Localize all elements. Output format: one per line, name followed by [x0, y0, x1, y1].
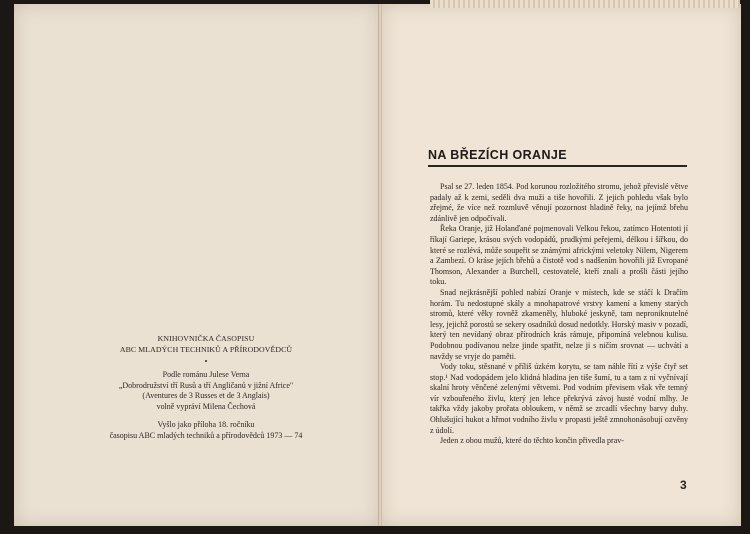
paragraph-3: Snad nejkrásnější pohled nabízí Oranje v místech, kde se stáčí k Dračím horám. Tu nedostupné skály a mnohapatrové vrstvy kamení a kmeny starých stromů, které věky rovněž zkameněly, hluboké jeskyně, tam neproniknutelné lesy, jejichž porostů se sekery osadníků dosud nedotkly. Horský masiv v pozadí, který ten nevídaný obraz přírodních krás rámuje, připomíná velebnou kulisu. Podobnou podívanou nelze jinde spatřit, nelze ji s ničím srovnat — uchvátí a navždy se vryje do paměti.	[430, 287, 688, 361]
source-line-4: volně vypráví Milena Čechová	[156, 401, 256, 411]
source-line-2: „Dobrodružství tří Rusů a tří Angličanů v jižní Africe"	[118, 380, 294, 390]
publication-line-2: časopisu ABC mladých techniků a přírodovědců 1973 — 74	[109, 430, 303, 440]
title-underline	[428, 165, 687, 167]
colophon	[100, 334, 312, 441]
page-number: 3	[680, 478, 687, 492]
series-line-2: ABC MLADÝCH TECHNIKŮ A PŘÍRODOVĚDCŮ	[119, 344, 293, 354]
page-edges	[430, 0, 740, 8]
bullet-separator: •	[204, 357, 208, 366]
series-line-1: KNIHOVNIČKA ČASOPISU	[157, 334, 255, 343]
left-page	[14, 4, 379, 526]
paragraph-5: Jeden z obou mužů, které do těchto končin přivedla prav-	[440, 436, 624, 446]
paragraph-2: Řeka Oranje, již Holanďané pojmenovali Velkou řekou, zatímco Hotentoti jí říkají Gariepe, krásou svých vodopádů, prudkými peřejemi, délkou i šířkou, do které se rozlévá, může soupeřit se známými africkými veletoky Nilem, Nigerem a Zambezí. O kráse jejích břehů a čistotě vod s nadšením hovořili již Evropané Thomson, Alexander a Burchell, cestovatelé, kteří znali a prošli části jejího toku.	[430, 224, 688, 287]
chapter-title: NA BŘEZÍCH ORANJE	[428, 148, 567, 162]
source-line-3: (Aventures de 3 Russes et de 3 Anglais)	[142, 391, 270, 400]
book-spine	[378, 4, 382, 526]
paragraph-1: Psal se 27. leden 1854. Pod korunou rozložitého stromu, jehož převislé větve padaly až k zemi, seděli dva muži a tiše hovořili. Z jejich pohledu však bylo zřejmé, že více než rozmluvě věnují pozornost hladině řeky, na jejímž břehu zdánlivě jen odpočívali.	[430, 182, 688, 223]
body-text	[430, 182, 688, 447]
publication-line-1: Vyšlo jako příloha 18. ročníku	[157, 420, 255, 429]
source-line-1: Podle románu Julese Verna	[162, 370, 250, 379]
paragraph-4: Vody toku, stěsnané v příliš úzkém korytu, se tam náhle řítí z výše čtyř set stop.¹ Nad vodopádem jelo klidná hladina jen tiše šumí, tu a tam z ní vyčnívají skalní hroty věnčené zelenými větvemi. Pod vodním převisem však vře temný vír vzbouřeného živlu, který jen lehce překrývá závoj husté vodní mlhy. Je takřka vždy jakoby prořata obloukem, v němž se zrcadlí všechny barvy duhy. Ohlušující hukot a hřmot vodního živlu v propasti ještě zmnohonásobují ozvěny z údolí.	[430, 362, 688, 435]
